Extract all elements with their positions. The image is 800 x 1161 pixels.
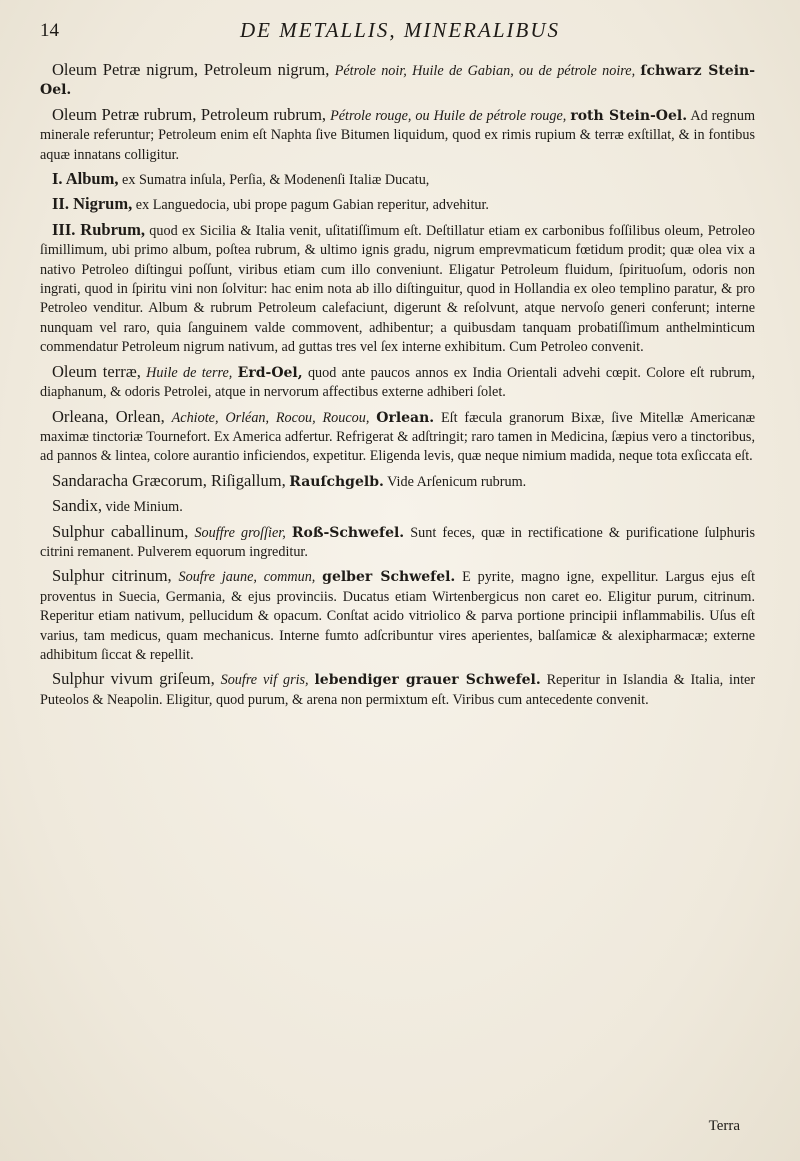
entry-headword: Oleum terræ, — [52, 361, 141, 381]
entry-french-names: Huile de terre, — [146, 364, 233, 381]
entry-headword: III. Rubrum, — [52, 219, 145, 239]
entry-headword: Oleum Petræ rubrum, Petroleum rubrum, — [52, 104, 327, 124]
entry-text: ex Languedocia, ubi prope pagum Gabian reperitur, advehitur. — [135, 197, 489, 214]
entry-sulphur-citrinum — [40, 566, 755, 665]
entry-german-name: roth Stein-Oel. — [570, 107, 688, 124]
entry-text: ex Sumatra inſula, Perſia, & Modenenſi Italiæ Ducatu, — [122, 172, 430, 189]
page-number: 14 — [40, 20, 59, 41]
page-body — [40, 60, 755, 714]
entry-oleum-petrae-nigrum — [40, 60, 755, 101]
entry-text: vide Minium. — [105, 499, 183, 516]
entry-text: Ad regnum minerale referuntur; Petroleum enim eſt Naphta ſive Bitumen liquidum, quod ex rimis rupium & terræ exſtillat, & in fontibus aquæ innatans colligitur. — [40, 107, 756, 163]
entry-oleum-terrae — [40, 362, 755, 403]
entry-german-name: Erd-Oel, — [237, 364, 303, 381]
entry-french-names: Pétrole noir, Huile de Gabian, ou de pétrole noire, — [334, 63, 636, 79]
entry-headword: Oleum Petræ nigrum, Petroleum nigrum, — [52, 60, 330, 79]
entry-french-names: Soufre jaune, commun, — [178, 569, 316, 586]
entry-french-names: Soufre vif gris, — [220, 672, 309, 689]
page-header — [40, 14, 760, 54]
entry-album — [40, 169, 755, 190]
entry-text: Reperitur in Islandia & Italia, inter Puteolos & Neapolin. Eligitur, quod purum, & arena non permixtum eſt. Viribus cum antecedente convenit. — [40, 672, 756, 708]
catchword: Terra — [708, 1118, 740, 1134]
entry-german-name: gelber Schwefel. — [322, 569, 456, 586]
entry-headword: Sandix, — [52, 496, 102, 516]
entry-orleana — [40, 407, 755, 467]
entry-nigrum — [40, 194, 755, 215]
entry-german-name: Rauſchgelb. — [289, 473, 384, 490]
entry-text: quod ex Sicilia & Italia venit, uſitatiſſimum eſt. Deſtillatur etiam ex carbonibus foſſilibus oleum, Petroleo ſimillimum, ubi primo album, poſtea rubrum, & ultimo ignis gradu, nigrum emprevmaticum fœtidum prodit; quæ olea vix a nativo Petroleo diſtingui poſſunt, viribus etiam cum illo conveniunt. Eligatur Petroleum fluidum, ſpirituoſum, odoris non ingrati, quod in ſpiritu vini non ſolvitur: hac enim nota ab illo diſtinguitur, quod in Hollandia ex oleo templino paratur, & pro Petroleo venditur. Album & rubrum Petroleum calefaciunt, digerunt & reſolvunt, atque nervoſo generi conferunt; interne nunquam vel raro, quia ſanguinem valde commovent, adhibentur; a quibusdam tanquam probatiſſimum anthelminticum commendatur Petroleum nigrum nativum, ad guttas tres vel ſex interne exhibitum. Cum Petroleo convenit. — [40, 222, 755, 356]
entry-text: Vide Arſenicum rubrum. — [387, 473, 527, 490]
entry-headword: II. Nigrum, — [52, 194, 133, 214]
entry-headword: Orleana, Orlean, — [52, 406, 165, 426]
entry-french-names: Achiote, Orléan, Rocou, Roucou, — [171, 409, 370, 426]
entry-rubrum — [40, 220, 755, 358]
entry-sulphur-vivum — [40, 669, 755, 710]
entry-sandaracha — [40, 471, 755, 492]
entry-sulphur-caballinum — [40, 522, 755, 563]
entry-german-name: Roß-Schwefel. — [291, 524, 405, 541]
entry-sandix — [40, 496, 755, 517]
entry-text: quod ante paucos annos ex India Orientali advehi cœpit. Colore eſt rubrum, diaphanum, & odoris Petrolei, atque in nervorum affectibus externe adhiberi ſolet. — [40, 364, 756, 401]
entry-headword: Sulphur citrinum, — [52, 566, 172, 586]
entry-headword: I. Album, — [52, 169, 119, 189]
entry-headword: Sandaracha Græcorum, Riſigallum, — [52, 470, 286, 490]
entry-german-name: ſchwarz Stein-Oel. — [40, 63, 756, 99]
entry-french-names: Pétrole rouge, ou Huile de pétrole rouge, — [330, 107, 567, 124]
entry-text: E pyrite, magno igne, expellitur. Largus ejus eſt proventus in Suecia, Germania, & ejus provinciis. Ducatus etiam Wirtenbergicus non caret eo. Eligitur purum, citrinum. Reperitur etiam nativum, pellucidum & opacum. Conſtat acido vitriolico & parva portione principii inflammabilis. Uſus eſt varius, tam medicus, quam mechanicus. Interne fumto adſcribuntur vires aperientes, balſamicæ & alexipharmacæ; externe adhibitum ſiccat & repellit. — [40, 569, 756, 663]
entry-german-name: lebendiger grauer Schwefel. — [314, 672, 541, 689]
running-title: DE METALLIS, MINERALIBUS — [239, 18, 560, 42]
entry-text: Eſt fæcula granorum Bixæ, ſive Mitellæ Americanæ maximæ tinctoriæ Tournefort. Ex America adfertur. Refrigerat & adſtringit; raro tamen in Medicina, ſæpius vero a tinctoribus, ad pannos & lintea, colore aurantio inficiendos, expetitur. Eligenda levis, quæ neque nimium madida, neque tota exſiccata eſt. — [40, 409, 756, 465]
entry-oleum-petrae-rubrum — [40, 105, 755, 165]
entry-text: Sunt feces, quæ in rectificatione & purificatione ſulphuris citrini remanent. Pulverem equorum ingreditur. — [40, 524, 755, 560]
entry-french-names: Souffre groſſier, — [194, 524, 286, 541]
entry-headword: Sulphur vivum griſeum, — [52, 669, 215, 689]
entry-headword: Sulphur caballinum, — [52, 521, 189, 541]
entry-german-name: Orlean. — [376, 409, 435, 426]
